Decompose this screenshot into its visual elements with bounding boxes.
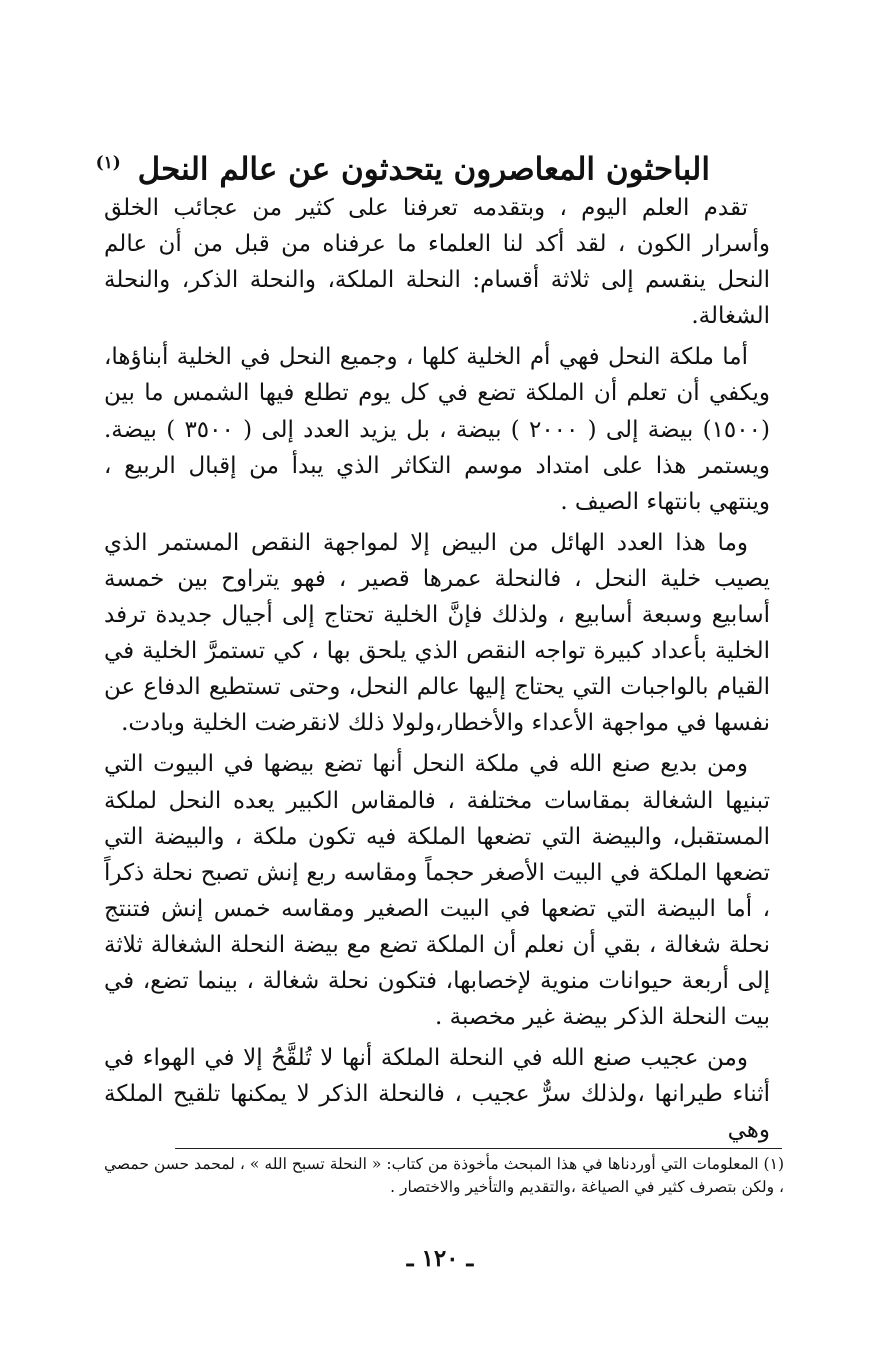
footnote: (١) المعلومات التي أوردناها في هذا المبحث مأخوذة من كتاب: « النحلة تسبح الله » ، لمحمد حسن حمصي ، ولكن بتصرف كثير في الصياغة ،والتقديم والتأخير والاختصار . [104,1155,784,1196]
page-title [95,138,710,194]
title-text: الباحثون المعاصرون يتحدثون عن عالم النحل [137,151,710,188]
body-text [104,190,770,1148]
page-number: ـ ١٢٠ ـ [406,1245,474,1272]
paragraph-2: أما ملكة النحل فهي أم الخلية كلها ، وجميع النحل في الخلية أبناؤها، ويكفي أن تعلم أن الملكة تضع في كل يوم تطلع فيها الشمس ما بين (١٥٠٠) بيضة إلى ( ٢٠٠٠ ) بيضة ، بل يزيد العدد إلى ( ٣٥٠٠ ) بيضة. ويستمر هذا على امتداد موسم التكاثر الذي يبدأ من إقبال الربيع ، وينتهي بانتهاء الصيف . [104,344,770,515]
title-footnote-marker: (١) [95,153,121,173]
paragraph-3: وما هذا العدد الهائل من البيض إلا لمواجهة النقص المستمر الذي يصيب خلية النحل ، فالنحلة عمرها قصير ، فهو يتراوح بين خمسة أسابيع وسبعة أسابيع ، ولذلك فإنَّ الخلية تحتاج إلى أجيال جديدة ترفد الخلية بأعداد كبيرة تواجه النقص الذي يلحق بها ، كي تستمرَّ الخلية في القيام بالواجبات التي يحتاج إليها عالم النحل، وحتى تستطيع الدفاع عن نفسها في مواجهة الأعداء والأخطار،ولولا ذلك لانقرضت الخلية وبادت. [104,529,770,737]
paragraph-4: ومن بديع صنع الله في ملكة النحل أنها تضع بيضها في البيوت التي تبنيها الشغالة بمقاسات مختلفة ، فالمقاس الكبير يعده النحل لملكة المستقبل، والبيضة التي تضعها الملكة فيه تكون ملكة ، والبيضة التي تضعها الملكة في البيت الأصغر حجماً ومقاسه ربع إنش تصبح نحلة ذكراً ، أما البيضة التي تضعها في البيت الصغير ومقاسه خمس إنش فتنتج نحلة شغالة ، بقي أن نعلم أن الملكة تضع مع بيضة النحلة الشغالة ثلاثة إلى أربعة حيوانات منوية لإخصابها، فتكون نحلة شغالة ، بينما تضع، في بيت النحلة الذكر بيضة غير مخصبة . [104,751,771,1031]
paragraph-1: تقدم العلم اليوم ، وبتقدمه تعرفنا على كثير من عجائب الخلق وأسرار الكون ، لقد أكد لنا العلماء ما عرفناه من قبل من أن عالم النحل ينقسم إلى ثلاثة أقسام: النحلة الملكة، والنحلة الذكر، والنحلة الشغالة. [104,195,770,330]
footnote-divider [175,1148,782,1149]
paragraph-5: ومن عجيب صنع الله في النحلة الملكة أنها لا تُلقَّحُ إلا في الهواء في أثناء طيرانها ،ولذلك سرٌّ عجيب ، فالنحلة الذكر لا يمكنها تلقيح الملكة وهي [104,1045,770,1144]
